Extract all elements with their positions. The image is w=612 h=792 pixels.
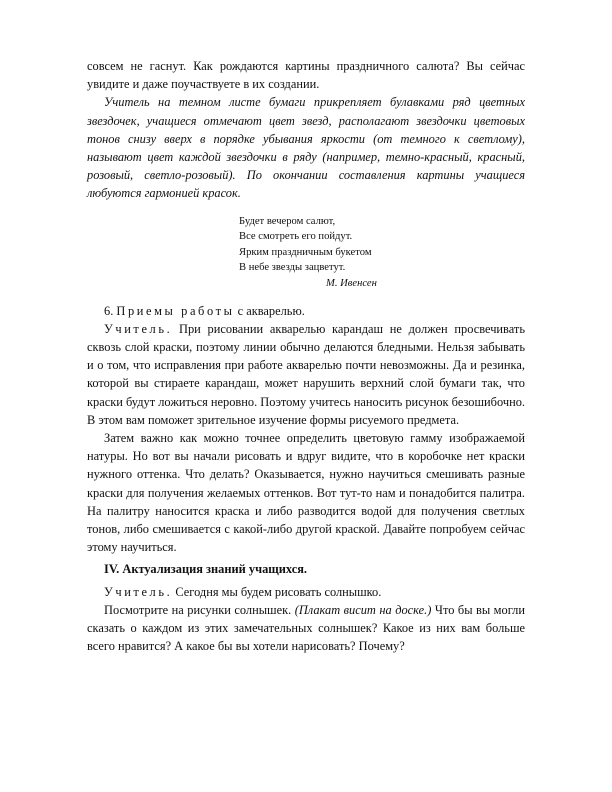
poem-line: Ярким праздничным букетом [239,246,372,258]
paragraph-continuation: совсем не гаснут. Как рождаются картины праздничного салюта? Вы сейчас увидите и даже поучаствуете в их создании. [87,59,525,92]
poem [239,214,525,292]
poem-line: В небе звезды зацветут. [239,262,346,274]
speaker-label: Учитель. [104,584,173,599]
paragraph-teacher-watercolor [87,320,525,429]
stage-direction: (Плакат висит на доске.) [294,602,432,617]
paragraph-teacher-sun [87,583,525,601]
paragraph-text: Сегодня мы будем рисовать солнышко. [175,584,382,599]
speaker-label: Учитель. [104,321,173,336]
paragraph-text: Что бы вы могли сказать о каждом из этих замечательных солнышек? Какое из них вам больше всего нравится? А какое бы вы хотели нарисовать? Почему? [87,602,525,654]
paragraph-activity-description: Учитель на темном листе бумаги прикрепляет булавками ряд цветных звездочек, учащиеся отмечают цвет звезд, располагают звездочки цветовых тонов снизу вверх в порядке убывания яркости (от темного к светлому), называют цвет каждой звездочки в ряду (например, темно-красный, красный, розовый, светло-розовый). По окончании составления картины учащиеся любуются гармонией красок. [87,95,525,201]
paragraph-text: Посмотрите на рисунки солнышек. [104,602,292,617]
section-heading-watercolor [87,302,525,320]
paragraph-color-mixing: Затем важно как можно точнее определить цветовую гамму изображаемой натуры. Но вот вы начали рисовать и вдруг видите, что в коробочке нет краски нужного оттенка. Что делать? Оказывается, нужно научиться смешивать разные краски для получения желаемых оттенков. Вот тут-то нам и понадобится палитра. На палитру наносится краска и либо разводится водой для получения светлых тонов, либо смешивается с какой-либо другой краской. Давайте попробуем сейчас этому научиться. [87,431,525,555]
poem-line: Будет вечером салют, [239,215,336,227]
paragraph-text: При рисовании акварелью карандаш не должен просвечивать сквозь слой краски, поэтому линии обычно делаются бледными. Нельзя забывать и о том, что исправления при работе акварелью почти невозможны. Да и резинка, которой вы стираете карандаш, может нарушить верхний слой бумаги так, что краски будут ложиться неровно. Поэтому учитесь наносить рисунок безошибочно. В этом вам поможет зрительное изучение формы рисуемого предмета. [87,321,525,427]
section-number: 6. [104,303,114,318]
poem-author: М. Ивенсен [326,278,377,289]
section-heading-knowledge: IV. Актуализация знаний учащихся. [104,562,308,577]
paragraph-sun-drawings [87,601,525,656]
poem-line: Все смотреть его пойдут. [239,231,353,243]
section-title-suffix: с акварелью. [237,303,305,318]
section-title-spaced: Приемы работы [116,303,235,318]
document-body [87,57,525,655]
